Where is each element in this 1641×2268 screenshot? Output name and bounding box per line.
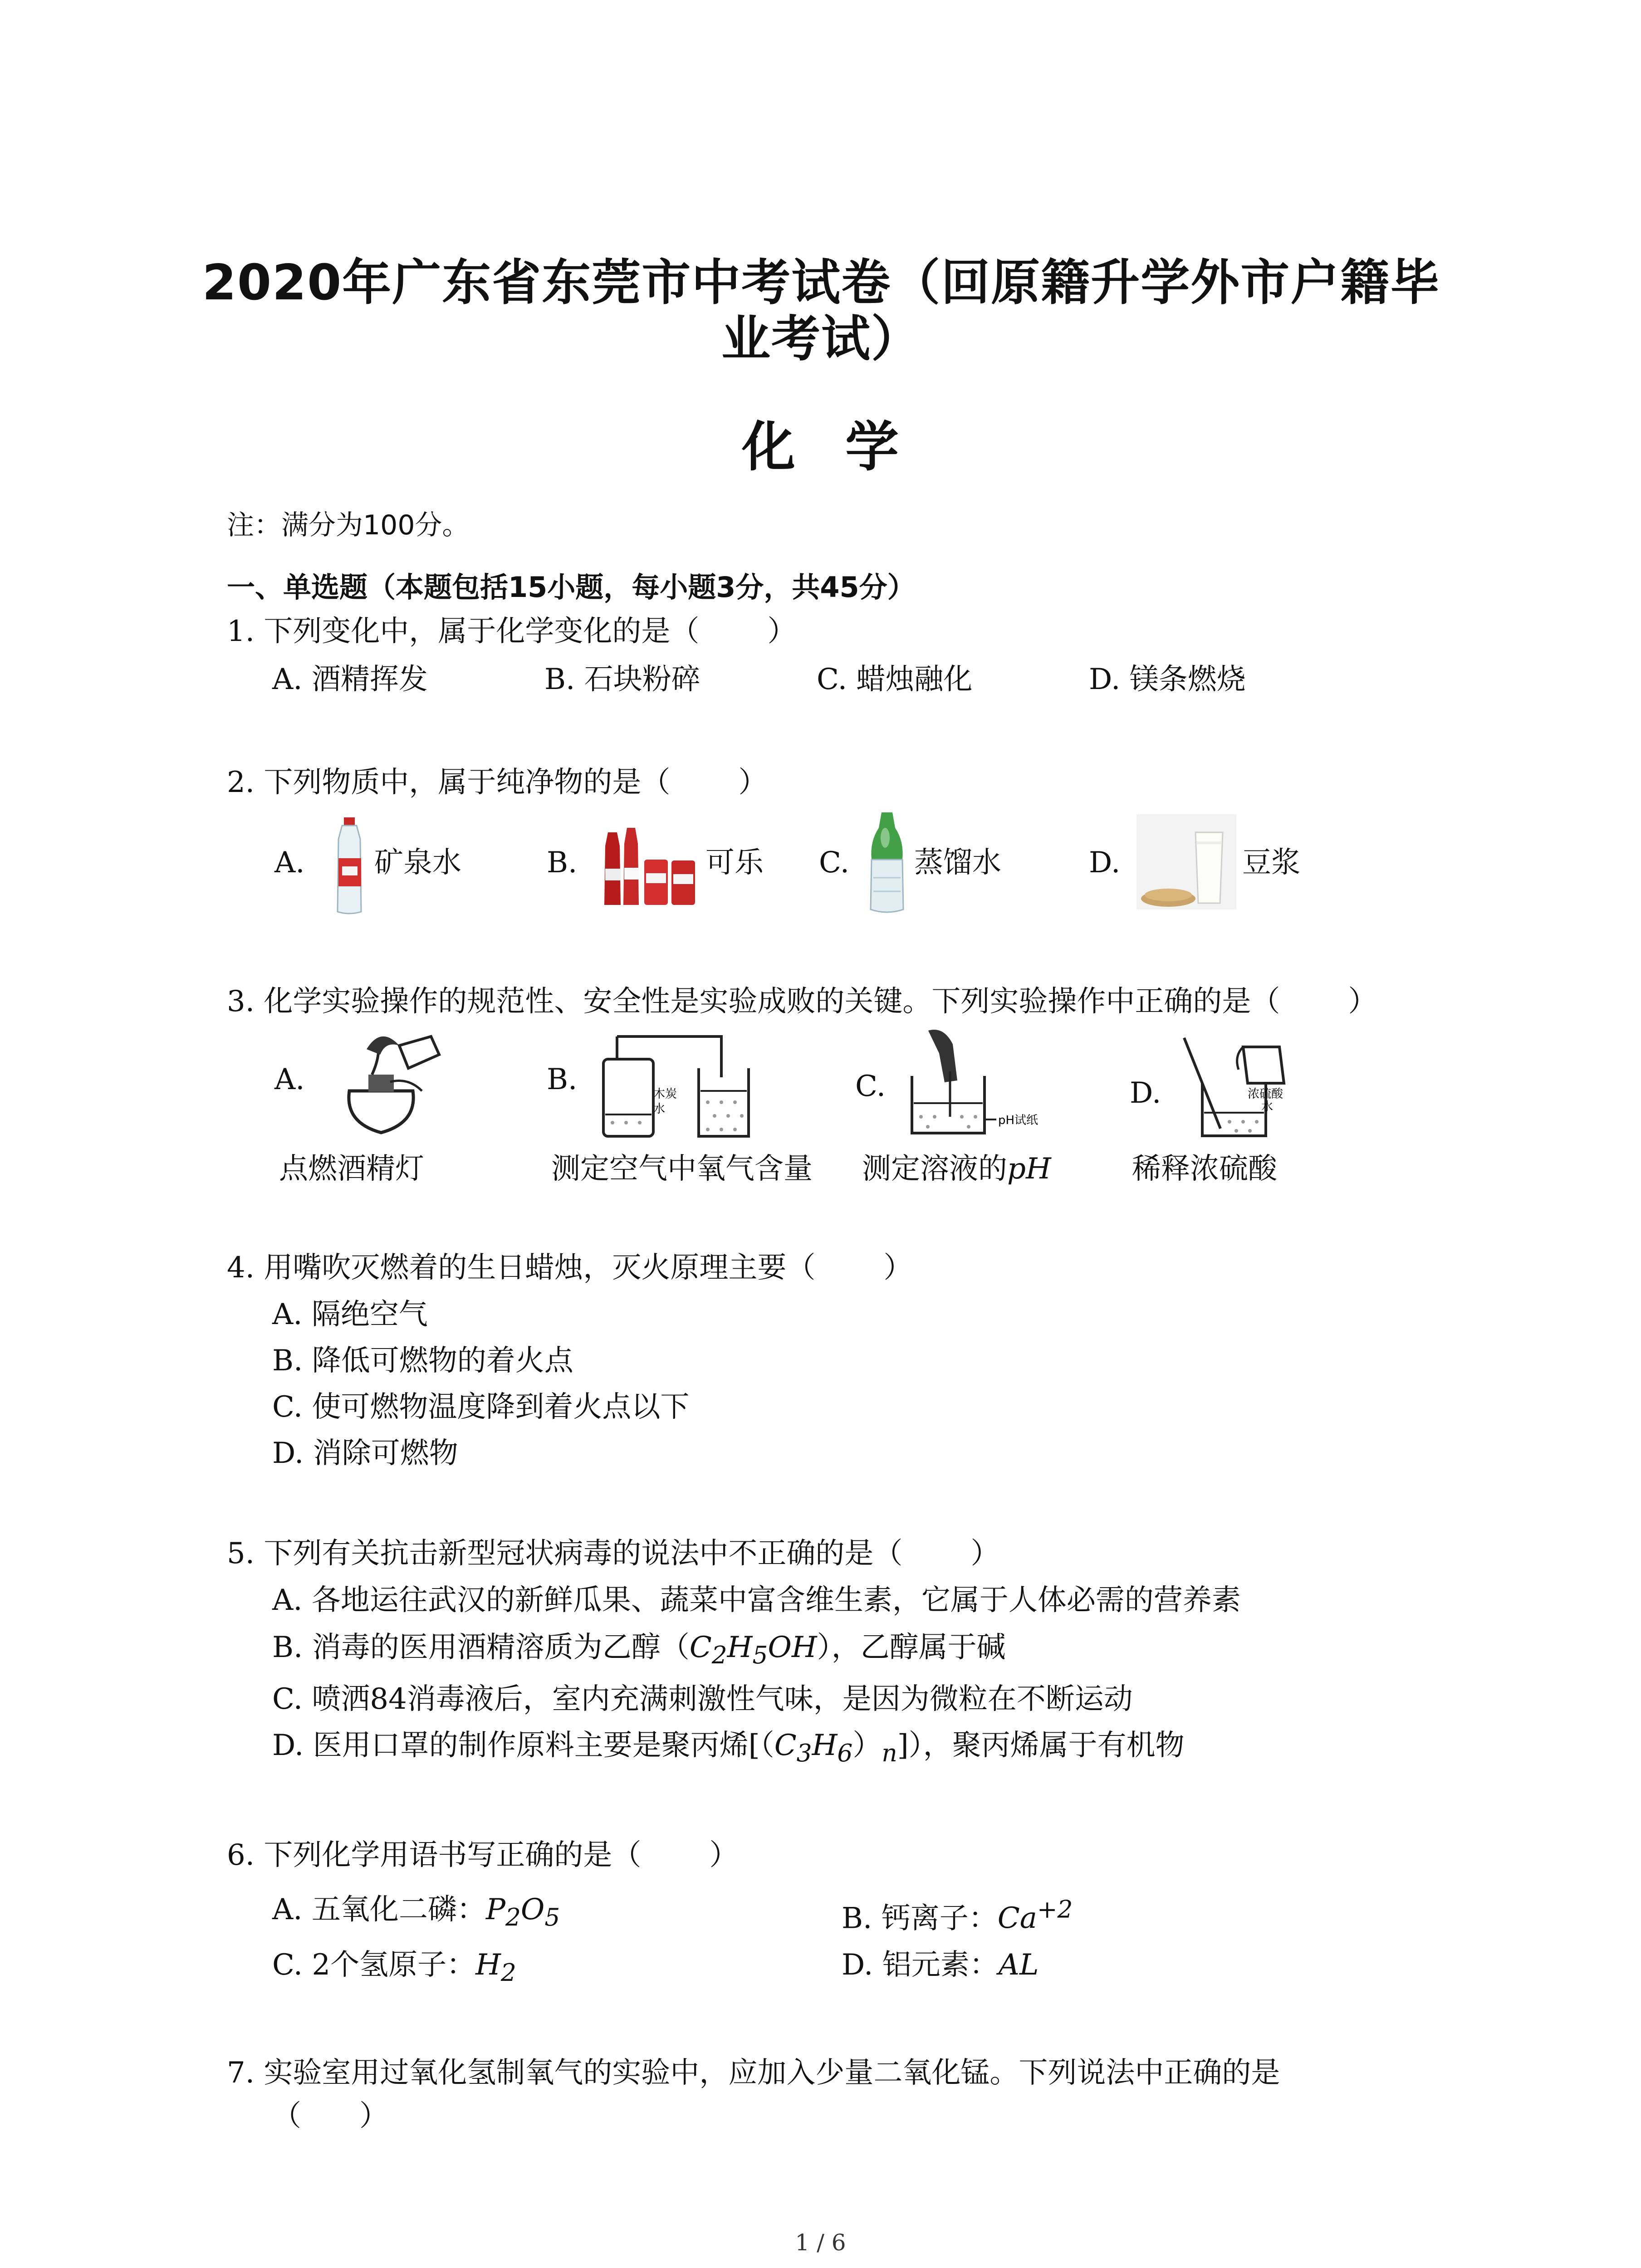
question-6-option-b-text: B. 钙离子： — [842, 1901, 998, 1936]
question-5-option-a: A. 各地运往武汉的新鲜瓜果、蔬菜中富含维生素，它属于人体必需的营养素 — [272, 1584, 1241, 1617]
question-3-caption-d: 稀释浓硫酸 — [1132, 1152, 1277, 1186]
score-note: 注：满分为100分。 — [227, 509, 470, 541]
question-2-close: ） — [738, 766, 768, 799]
question-6-option-d — [842, 1947, 1038, 1983]
question-1-option-b: B. 石块粉碎 — [544, 663, 700, 696]
concentrated-acid-label: 浓硫酸 — [1248, 1087, 1283, 1101]
polypropylene-formula: $C_3H_6$ — [774, 1729, 853, 1767]
question-1-option-c: C. 蜡烛融化 — [817, 663, 973, 696]
question-3-caption-b: 测定空气中氧气含量 — [551, 1152, 813, 1186]
question-5-text: 5. 下列有关抗击新型冠状病毒的说法中不正确的是（ — [227, 1537, 903, 1570]
question-4-stem — [227, 1250, 912, 1286]
question-2-letter-b: B. — [547, 846, 578, 880]
question-3-letter-a: A. — [274, 1063, 305, 1096]
question-5-option-d — [272, 1727, 1185, 1771]
dilute-sulfuric-acid-image — [1175, 1029, 1298, 1138]
subject-heading: 化学 — [741, 415, 949, 478]
question-3-stem — [227, 983, 1377, 1020]
question-3-letter-c: C. — [855, 1070, 886, 1103]
question-2-letter-c: C. — [819, 846, 850, 880]
question-2-letter-d: D. — [1089, 846, 1121, 880]
question-6-option-d-text: D. 铝元素： — [842, 1948, 999, 1982]
question-6-option-b — [842, 1892, 1073, 1936]
question-6-stem — [227, 1837, 738, 1873]
question-5-close: ） — [970, 1537, 1000, 1570]
question-6-option-a-text: A. 五氧化二磷： — [272, 1893, 486, 1926]
question-5-stem — [227, 1535, 999, 1572]
question-6-option-c-text: C. 2个氢原子： — [272, 1948, 476, 1982]
question-7-paren: （ ） — [272, 2099, 388, 2133]
exam-title-line2: 业考试） — [721, 311, 921, 367]
question-2-label-d: 豆浆 — [1242, 846, 1300, 880]
charcoal-label: 木炭 — [653, 1087, 677, 1101]
question-1-option-a: A. 酒精挥发 — [272, 663, 428, 696]
ph-test-image — [903, 1026, 1039, 1137]
question-4-option-c: C. 使可燃物温度降到着火点以下 — [272, 1390, 690, 1424]
question-3-close: ） — [1348, 985, 1377, 1018]
question-5-option-c: C. 喷洒84消毒液后，室内充满刺激性气味，是因为微粒在不断运动 — [272, 1682, 1133, 1716]
section-heading: 一、单选题（本题包括15小题，每小题3分，共45分） — [227, 571, 916, 604]
cola-drinks-image — [599, 819, 699, 909]
question-2-stem — [227, 764, 767, 801]
soy-milk-image — [1136, 814, 1236, 909]
phosphorus-pentoxide-formula: $P_2O_5$ — [485, 1893, 560, 1931]
hydrogen-formula: $H_2$ — [475, 1948, 516, 1987]
question-3-text: 3. 化学实验操作的规范性、安全性是实验成败的关键。下列实验操作中正确的是（ — [227, 985, 1280, 1018]
question-3-caption-c — [862, 1145, 1051, 1187]
calcium-ion-formula: $Ca^{+2}$ — [997, 1895, 1073, 1936]
question-1-stem — [227, 613, 796, 650]
question-5-option-b-tail: ），乙醇属于碱 — [817, 1631, 1006, 1664]
water-label-d: 水 — [1261, 1100, 1274, 1114]
exam-title-line1: 2020年广东省东莞市中考试卷（回原籍升学外市户籍毕 — [202, 254, 1440, 311]
question-4-close: ） — [883, 1251, 913, 1285]
question-1-option-d: D. 镁条燃烧 — [1089, 663, 1246, 696]
question-3-caption-a: 点燃酒精灯 — [279, 1152, 424, 1186]
question-3-caption-c-text: 测定溶液的 — [862, 1152, 1007, 1186]
question-6-close: ） — [709, 1838, 739, 1872]
question-3-caption-c-ph: pH — [1007, 1152, 1051, 1186]
question-5-option-d-text: D. 医用口罩的制作原料主要是聚丙烯[（ — [272, 1729, 774, 1762]
question-5-option-d-tail: ），聚丙烯属于有机物 — [908, 1729, 1185, 1762]
distilled-water-bottle-image — [864, 810, 910, 919]
question-2-label-c: 蒸馏水 — [914, 846, 1001, 880]
question-6-option-a — [272, 1892, 560, 1936]
question-4-option-b: B. 降低可燃物的着火点 — [272, 1344, 573, 1378]
question-5-option-b-text: B. 消毒的医用酒精溶质为乙醇（ — [272, 1631, 690, 1664]
oxygen-content-apparatus-image — [590, 1027, 753, 1139]
question-2-label-a: 矿泉水 — [374, 846, 461, 880]
ethanol-formula: $C_2H_5OH$ — [689, 1631, 817, 1669]
water-label-b: 水 — [653, 1102, 666, 1116]
question-3-letter-d: D. — [1130, 1076, 1161, 1110]
question-4-option-d: D. 消除可燃物 — [272, 1437, 458, 1470]
question-3-letter-b: B. — [547, 1063, 578, 1096]
question-5-option-b — [272, 1629, 1006, 1673]
question-6-option-c — [272, 1947, 516, 1991]
question-2-letter-a: A. — [274, 846, 305, 880]
question-6-text: 6. 下列化学用语书写正确的是（ — [227, 1838, 642, 1872]
polypropylene-subscript: ）$_n$] — [852, 1729, 909, 1767]
ph-paper-label: pH试纸 — [998, 1114, 1038, 1127]
page-number: 1 / 6 — [795, 2229, 846, 2256]
question-1-close: ） — [767, 615, 797, 648]
question-2-text: 2. 下列物质中，属于纯净物的是（ — [227, 766, 671, 799]
question-7-stem: 7. 实验室用过氧化氢制氧气的实验中，应加入少量二氧化锰。下列说法中正确的是 — [227, 2056, 1280, 2090]
aluminum-symbol: AL — [998, 1948, 1039, 1982]
mineral-water-bottle-image — [327, 816, 372, 916]
question-2-label-b: 可乐 — [705, 846, 764, 880]
question-4-option-a: A. 隔绝空气 — [272, 1298, 428, 1331]
question-4-text: 4. 用嘴吹灭燃着的生日蜡烛，灭火原理主要（ — [227, 1251, 816, 1285]
question-1-text: 1. 下列变化中，属于化学变化的是（ — [227, 615, 700, 648]
alcohol-lamp-lighting-image — [318, 1027, 445, 1141]
